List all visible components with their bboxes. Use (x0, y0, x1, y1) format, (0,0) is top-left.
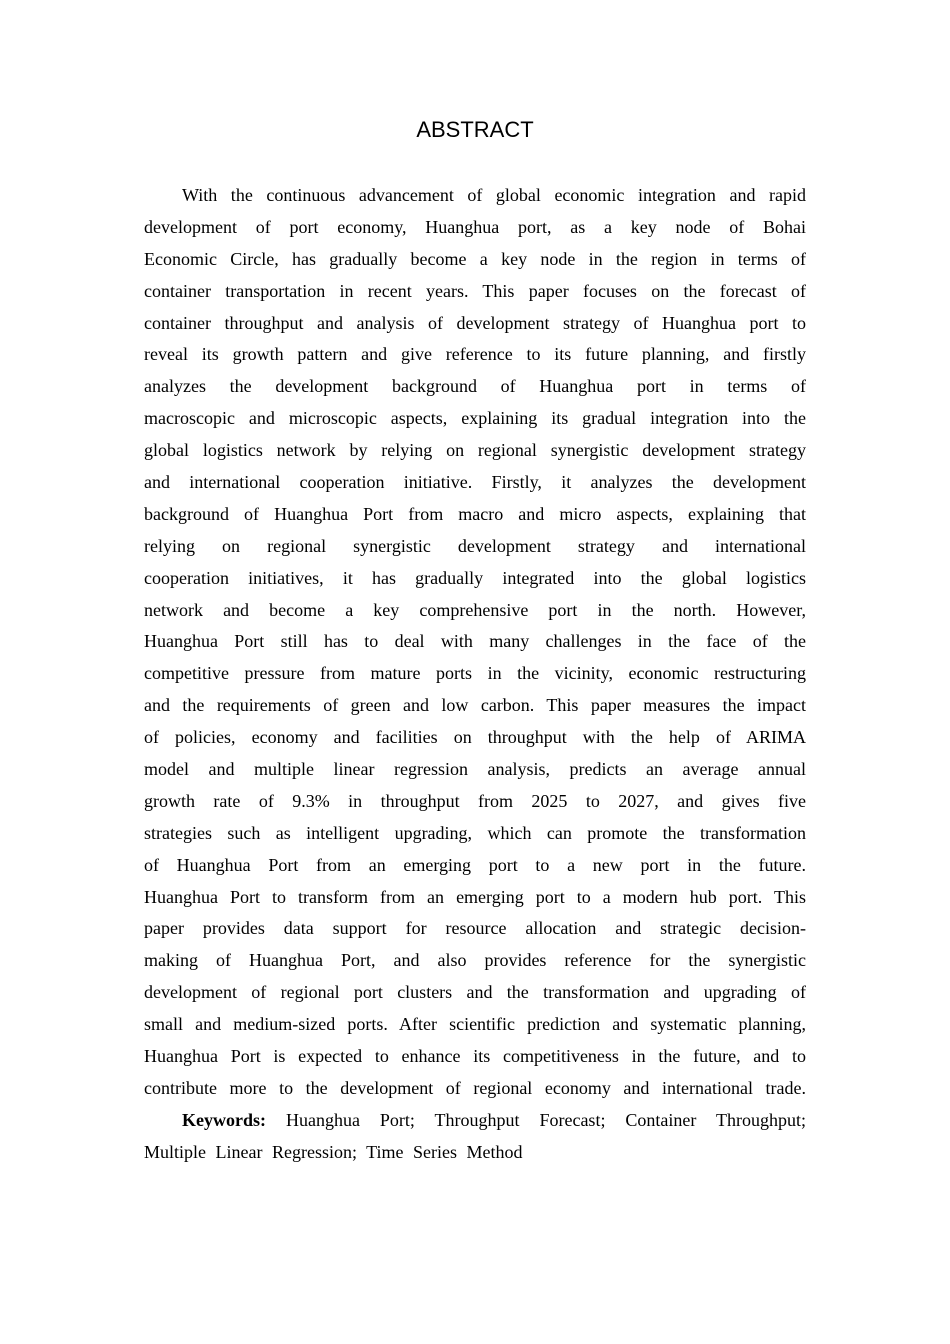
abstract-paragraph (144, 180, 806, 1105)
text-line: development of port economy, Huanghua port, as a key node of Bohai (144, 216, 806, 237)
text-line: growth rate of 9.3% in throughput from 2025 to 2027, and gives five (144, 790, 806, 811)
text-line: model and multiple linear regression analysis, predicts an average annual (144, 759, 806, 780)
abstract-body (144, 180, 806, 1169)
text-line: Huanghua Port is expected to enhance its competitiveness in the future, and to (144, 1046, 806, 1067)
text-line: macroscopic and microscopic aspects, explaining its gradual integration into the (144, 408, 806, 429)
text-line: of Huanghua Port from an emerging port to a new port in the future. (144, 854, 806, 875)
text-line: Huanghua Port still has to deal with many challenges in the face of the (144, 631, 806, 652)
keywords-line-2: Multiple Linear Regression; Time Series Method (144, 1141, 523, 1162)
keywords-line-1 (144, 1105, 806, 1137)
text-line: paper provides data support for resource allocation and strategic decision- (144, 918, 806, 939)
text-line: container transportation in recent years. This paper focuses on the forecast of (144, 280, 806, 301)
text-line: of policies, economy and facilities on throughput with the help of ARIMA (144, 727, 806, 748)
text-line: reveal its growth pattern and give reference to its future planning, and firstly (144, 344, 806, 365)
text-line: analyzes the development background of Huanghua port in terms of (144, 376, 806, 397)
text-line: network and become a key comprehensive port in the north. However, (144, 599, 806, 620)
text-line: small and medium-sized ports. After scientific prediction and systematic planning, (144, 1014, 806, 1035)
text-line: development of regional port clusters and the transformation and upgrading of (144, 982, 806, 1003)
keywords-text: Huanghua Port; Throughput Forecast; Container Throughput; (285, 1109, 806, 1130)
text-line: competitive pressure from mature ports in the vicinity, economic restructuring (144, 663, 806, 684)
keywords-label: Keywords: (182, 1109, 266, 1130)
text-line: contribute more to the development of regional economy and international trade. (144, 1077, 806, 1098)
text-line: Huanghua Port to transform from an emerging port to a modern hub port. This (144, 886, 806, 907)
text-line: and the requirements of green and low carbon. This paper measures the impact (144, 695, 806, 716)
text-line: cooperation initiatives, it has gradually integrated into the global logistics (144, 567, 806, 588)
text-line: With the continuous advancement of global economic integration and rapid (182, 185, 806, 205)
text-line: making of Huanghua Port, and also provides reference for the synergistic (144, 950, 806, 971)
text-line: strategies such as intelligent upgrading, which can promote the transformation (144, 822, 806, 843)
text-line: background of Huanghua Port from macro and micro aspects, explaining that (144, 503, 806, 524)
text-line: container throughput and analysis of development strategy of Huanghua port to (144, 312, 806, 333)
text-line: global logistics network by relying on regional synergistic development strategy (144, 440, 806, 461)
text-line: relying on regional synergistic development strategy and international (144, 535, 806, 556)
text-line: and international cooperation initiative. Firstly, it analyzes the development (144, 472, 806, 493)
text-line: Economic Circle, has gradually become a key node in the region in terms of (144, 248, 806, 269)
abstract-title: ABSTRACT (416, 117, 534, 142)
